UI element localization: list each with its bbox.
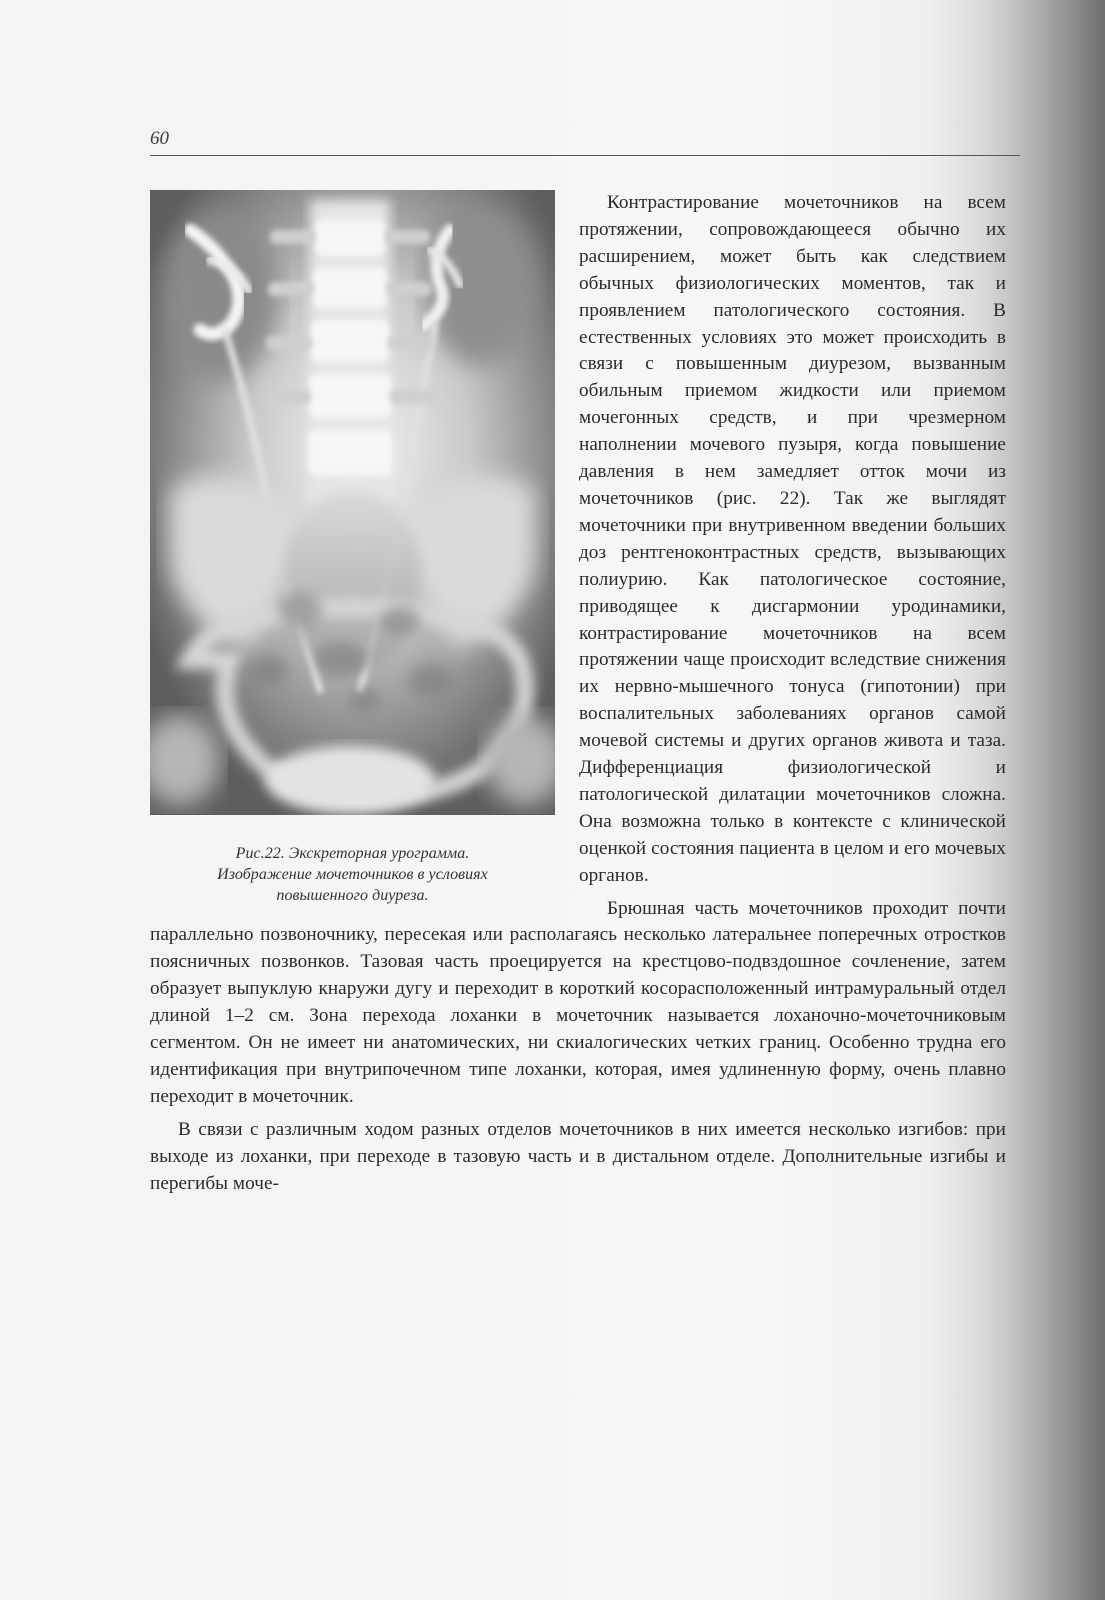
caption-line: Изображение мочеточников в условиях [217,866,488,883]
page-number: 60 [150,128,169,149]
figure-22 [150,190,555,906]
paragraph: В связи с различным ходом разных отделов мочеточников в них имеется несколько изгибов: при выходе из лоханки, при переходе в тазовую часть и в дистальном отделе. Дополнительные изгибы и перегибы моче- [150,1118,1006,1194]
figure-caption [150,843,555,906]
x-ray-urogram-image [150,190,555,815]
header-rule [150,155,1020,156]
body-text [150,190,1006,1198]
paragraph: Брюшная часть мочеточников проходит почти параллельно позвоночнику, пересекая или располагаясь несколько латеральнее поперечных отростков поясничных позвонков. Тазовая часть проецируется на крестцово-подвздошное сочленение, затем образует выпуклую кнаружи дугу и переходит в короткий косорасположенный интрамуральный отдел длиной 1–2 см. Зона перехода лоханки в мочеточник называется лоханочно-мочеточниковым сегментом. Он не имеет ни анатомических, ни скиалогических четких границ. Особенно трудна его идентификация при внутрипочечном типе лоханки, которая, имея удлиненную форму, очень плавно переходит в мочеточник. [150,897,1006,1107]
caption-line: повышенного диуреза. [276,887,429,904]
paragraph: Контрастирование мочеточников на всем протяжении, сопровождающееся обычно их расширением, может быть как следствием обычных физиологических моментов, так и проявлением патологического состояния. В естественных условиях это может происходить в связи с повышенным диурезом, вызванным обильным приемом жидкости или приемом мочегонных средств, и при чрезмерном наполнении мочевого пузыря, когда повышение давления в нем замедляет отток мочи из мочеточников (рис. 22). Так же выглядят мочеточники при внутривенном введении больших доз рентгеноконтрастных средств, вызывающих полиурию. Как патологическое состояние, приводящее к дисгармонии уродинамики, контрастирование мочеточников на всем протяжении чаще происходит вследствие снижения их нервно-мышечного тонуса (гипотонии) при воспалительных заболеваниях органов самой мочевой системы и других органов живота и таза. Дифференциация физиологической и патологической дилатации мочеточников сложна. Она возможна только в контексте с клинической оценкой состояния пациента в целом и его мочевых органов. [579,192,1006,886]
caption-line: Рис.22. Экскреторная урограмма. [235,845,470,862]
